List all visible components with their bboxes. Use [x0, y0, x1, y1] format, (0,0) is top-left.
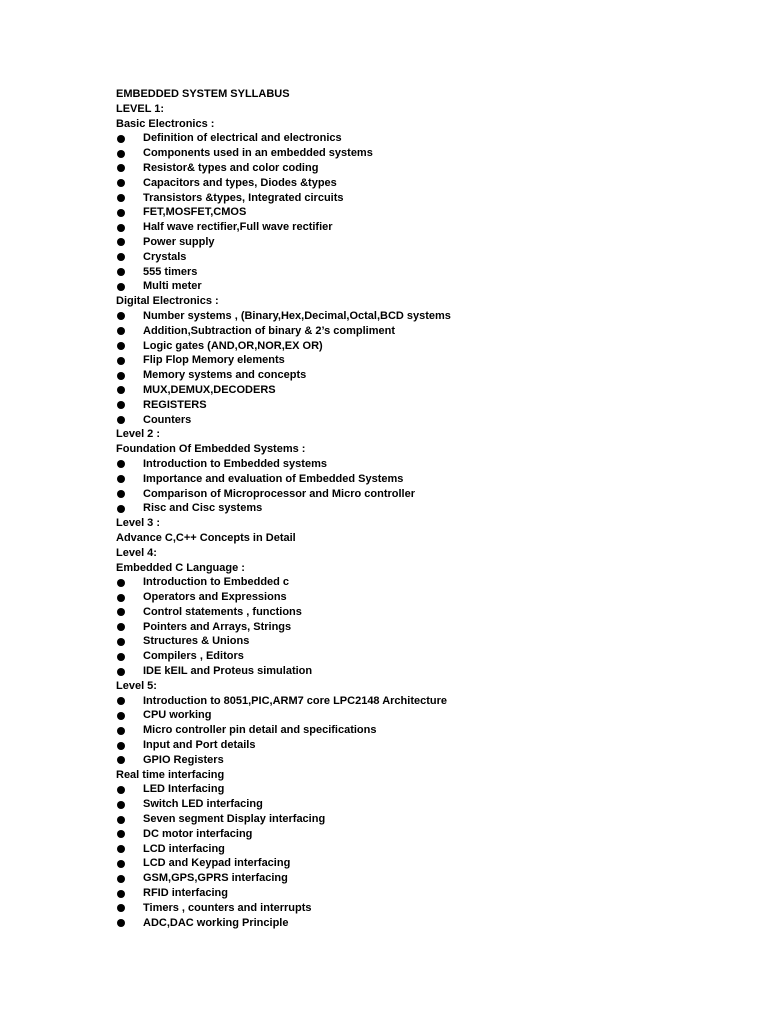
bullet-text: IDE kEIL and Proteus simulation [143, 665, 313, 678]
bullet-text: MUX,DEMUX,DECODERS [143, 383, 276, 396]
bullet-icon [117, 150, 125, 158]
bullet-list-item [116, 723, 736, 738]
bullet-icon [117, 890, 125, 898]
bullet-text: Flip Flop Memory elements [143, 354, 285, 367]
bullet-icon [117, 919, 125, 927]
bullet-list-item [116, 368, 736, 383]
bullet-list-item [116, 383, 736, 398]
bullet-icon [117, 727, 125, 735]
bullet-list-item [116, 457, 736, 472]
bullet-list-item [116, 634, 736, 649]
bullet-text: Compilers , Editors [143, 650, 244, 663]
bullet-icon [117, 238, 125, 246]
bullet-text: Logic gates (AND,OR,NOR,EX OR) [143, 339, 323, 352]
bullet-icon [117, 579, 125, 587]
bullet-list-item [116, 886, 736, 901]
bullet-list-item [116, 856, 736, 871]
bullet-icon [117, 194, 125, 202]
bullet-list-item [116, 487, 736, 502]
bullet-list-item [116, 250, 736, 265]
bullet-list-item [116, 161, 736, 176]
bullet-text: Timers , counters and interrupts [143, 901, 312, 914]
bullet-list-item [116, 501, 736, 516]
bullet-text: FET,MOSFET,CMOS [143, 206, 247, 219]
bullet-text: Addition,Subtraction of binary & 2’s compliment [143, 324, 395, 337]
section-heading: LEVEL 1: [116, 102, 165, 115]
section-heading: Basic Electronics : [116, 117, 215, 130]
bullet-text: Capacitors and types, Diodes &types [143, 176, 337, 189]
bullet-list-item [116, 324, 736, 339]
bullet-list-item [116, 413, 736, 428]
bullet-list-item [116, 398, 736, 413]
bullet-list-item [116, 916, 736, 931]
bullet-text: Components used in an embedded systems [143, 147, 373, 160]
bullet-list-item [116, 797, 736, 812]
bullet-text: RFID interfacing [143, 887, 228, 900]
bullet-text: Power supply [143, 235, 215, 248]
bullet-list-item [116, 694, 736, 709]
bullet-icon [117, 638, 125, 646]
bullet-text: Transistors &types, Integrated circuits [143, 191, 344, 204]
bullet-text: LED Interfacing [143, 783, 225, 796]
bullet-text: Control statements , functions [143, 605, 302, 618]
bullet-icon [117, 860, 125, 868]
bullet-icon [117, 830, 125, 838]
section-heading: Level 4: [116, 546, 157, 559]
bullet-text: Multi meter [143, 280, 202, 293]
bullet-text: Definition of electrical and electronics [143, 132, 342, 145]
bullet-text: Crystals [143, 250, 187, 263]
bullet-icon [117, 372, 125, 380]
bullet-list-item [116, 220, 736, 235]
bullet-text: Switch LED interfacing [143, 798, 263, 811]
bullet-list-item [116, 753, 736, 768]
bullet-list-item [116, 708, 736, 723]
bullet-list-item [116, 842, 736, 857]
bullet-icon [117, 756, 125, 764]
bullet-icon [117, 164, 125, 172]
bullet-list-item [116, 265, 736, 280]
section-heading: Level 2 : [116, 428, 161, 441]
bullet-icon [117, 386, 125, 394]
bullet-icon [117, 209, 125, 217]
bullet-icon [117, 623, 125, 631]
bullet-list-item [116, 827, 736, 842]
bullet-icon [117, 712, 125, 720]
bullet-icon [117, 875, 125, 883]
bullet-list-item [116, 871, 736, 886]
bullet-list-item [116, 205, 736, 220]
bullet-icon [117, 357, 125, 365]
bullet-icon [117, 608, 125, 616]
bullet-icon [117, 327, 125, 335]
bullet-icon [117, 224, 125, 232]
bullet-text: Number systems , (Binary,Hex,Decimal,Octal,BCD systems [143, 309, 451, 322]
bullet-text: Memory systems and concepts [143, 369, 307, 382]
syllabus-document [116, 87, 736, 930]
bullet-text: Pointers and Arrays, Strings [143, 620, 292, 633]
document-title: EMBEDDED SYSTEM SYLLABUS [116, 88, 290, 100]
section-heading: Digital Electronics : [116, 295, 219, 308]
bullet-icon [117, 697, 125, 705]
bullet-text: DC motor interfacing [143, 827, 253, 840]
bullet-list-item [116, 191, 736, 206]
section-heading: Real time interfacing [116, 768, 225, 781]
bullet-list-item [116, 339, 736, 354]
bullet-text: Introduction to Embedded systems [143, 457, 327, 470]
bullet-icon [117, 475, 125, 483]
bullet-list-item [116, 146, 736, 161]
bullet-icon [117, 135, 125, 143]
bullet-text: Micro controller pin detail and specifications [143, 724, 377, 737]
section-heading: Level 3 : [116, 517, 161, 530]
bullet-text: REGISTERS [143, 398, 207, 411]
bullet-text: Risc and Cisc systems [143, 502, 263, 515]
bullet-icon [117, 283, 125, 291]
bullet-icon [117, 401, 125, 409]
bullet-list-item [116, 664, 736, 679]
bullet-icon [117, 268, 125, 276]
bullet-text: Importance and evaluation of Embedded Systems [143, 472, 404, 485]
bullet-text: 555 timers [143, 265, 198, 278]
bullet-icon [117, 594, 125, 602]
bullet-text: Seven segment Display interfacing [143, 813, 326, 826]
bullet-text: ADC,DAC working Principle [143, 916, 289, 929]
bullet-icon [117, 342, 125, 350]
bullet-list-item [116, 605, 736, 620]
bullet-icon [117, 653, 125, 661]
section-heading: Level 5: [116, 679, 157, 692]
bullet-list-item [116, 176, 736, 191]
bullet-list-item [116, 782, 736, 797]
bullet-text: CPU working [143, 709, 212, 722]
bullet-list-item [116, 235, 736, 250]
bullet-icon [117, 801, 125, 809]
bullet-icon [117, 416, 125, 424]
bullet-list-item [116, 590, 736, 605]
section-heading: Foundation Of Embedded Systems : [116, 443, 306, 456]
bullet-list-item [116, 901, 736, 916]
bullet-list-item [116, 309, 736, 324]
bullet-list-item [116, 472, 736, 487]
bullet-text: Comparison of Microprocessor and Micro controller [143, 487, 415, 500]
bullet-list-item [116, 620, 736, 635]
bullet-icon [117, 742, 125, 750]
bullet-text: GPIO Registers [143, 753, 224, 766]
bullet-icon [117, 179, 125, 187]
bullet-text: LCD and Keypad interfacing [143, 857, 291, 870]
bullet-list-item [116, 353, 736, 368]
bullet-text: GSM,GPS,GPRS interfacing [143, 872, 288, 885]
bullet-text: Introduction to 8051,PIC,ARM7 core LPC2148 Architecture [143, 694, 447, 707]
bullet-icon [117, 668, 125, 676]
bullet-icon [117, 312, 125, 320]
bullet-icon [117, 904, 125, 912]
bullet-icon [117, 845, 125, 853]
bullet-list-item [116, 131, 736, 146]
bullet-list-item [116, 279, 736, 294]
bullet-icon [117, 460, 125, 468]
bullet-text: Counters [143, 413, 192, 426]
bullet-text: Input and Port details [143, 739, 256, 752]
section-heading: Advance C,C++ Concepts in Detail [116, 531, 296, 544]
bullet-text: LCD interfacing [143, 842, 225, 855]
bullet-text: Half wave rectifier,Full wave rectifier [143, 221, 333, 234]
bullet-icon [117, 505, 125, 513]
bullet-list-item [116, 649, 736, 664]
bullet-icon [117, 786, 125, 794]
bullet-list-item [116, 575, 736, 590]
bullet-text: Operators and Expressions [143, 591, 287, 604]
section-heading: Embedded C Language : [116, 561, 245, 574]
bullet-icon [117, 490, 125, 498]
bullet-text: Introduction to Embedded c [143, 576, 290, 589]
bullet-icon [117, 816, 125, 824]
bullet-icon [117, 253, 125, 261]
bullet-text: Resistor& types and color coding [143, 161, 319, 174]
bullet-text: Structures & Unions [143, 635, 250, 648]
bullet-list-item [116, 812, 736, 827]
bullet-list-item [116, 738, 736, 753]
